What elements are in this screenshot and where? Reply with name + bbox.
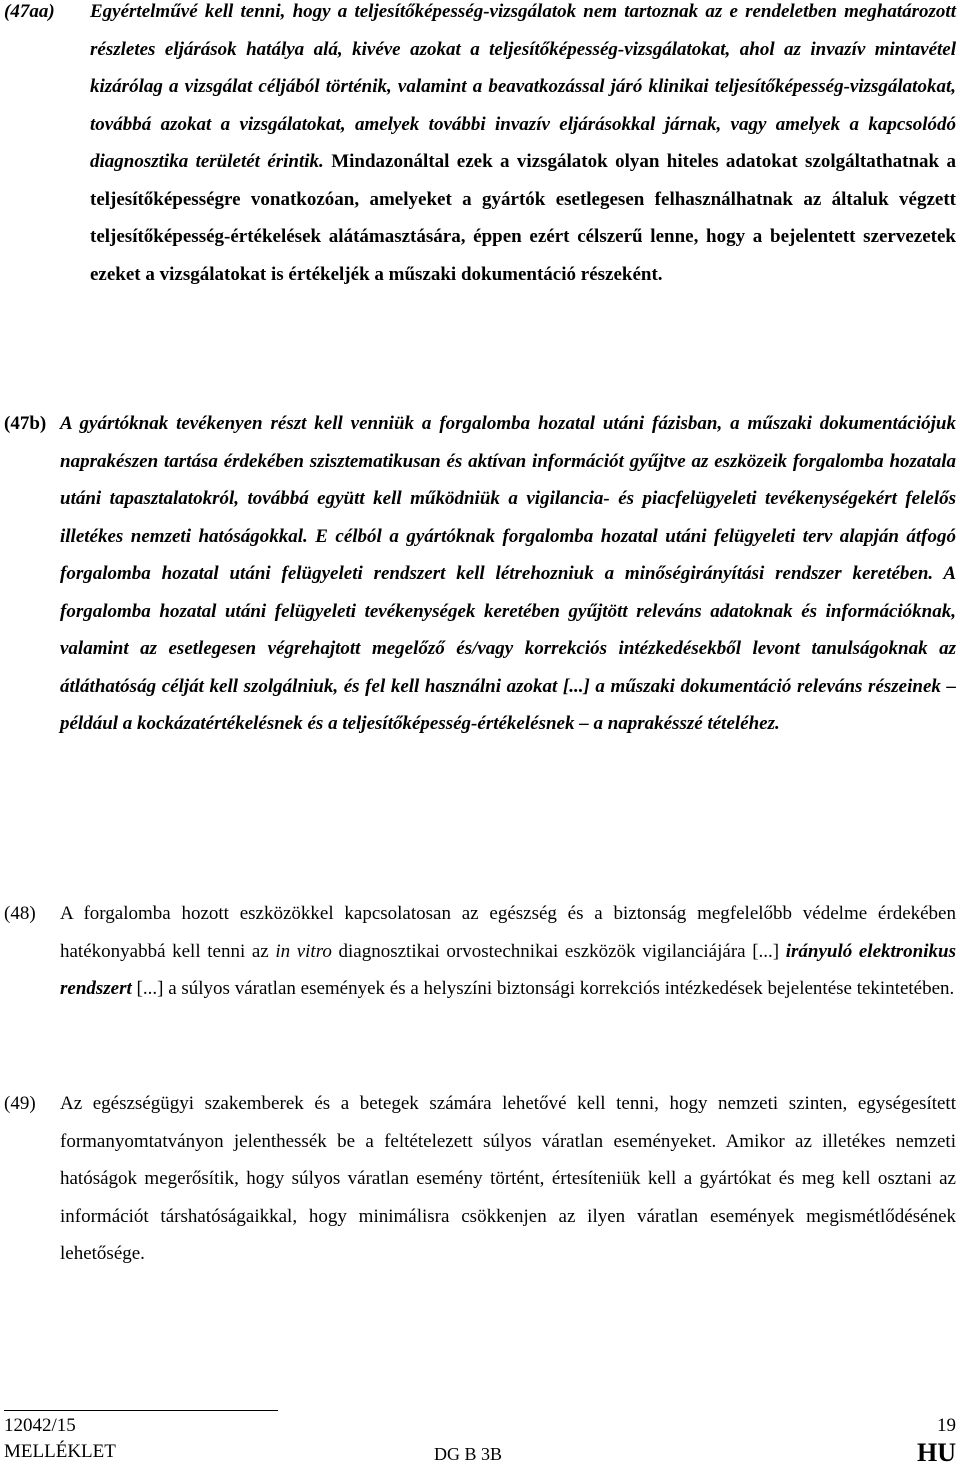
- paragraph-number: (47aa): [4, 1, 55, 22]
- footer-divider: [4, 1410, 278, 1411]
- footer-annex: MELLÉKLET: [4, 1441, 116, 1462]
- text-segment: A forgalomba hozott eszközökkel kapcsolatosan az egészség és a biztonság megfelelőbb védelme érdekében hatékonyabbá kell tenni az: [60, 903, 956, 962]
- text-segment-bold-italic: irányuló elektronikus rendszert: [60, 940, 956, 999]
- paragraph-number: (47b): [4, 413, 47, 434]
- paragraph-text: [90, 0, 956, 293]
- text-segment-italic: in vitro: [275, 940, 332, 962]
- footer-page-number: 19: [937, 1415, 956, 1436]
- paragraph-text: [60, 895, 956, 1008]
- footer-doc-number: 12042/15: [4, 1415, 76, 1436]
- paragraph-number: (48): [4, 903, 36, 924]
- footer-directorate: DG B 3B: [434, 1444, 503, 1464]
- paragraph-text: Az egészségügyi szakemberek és a betegek számára lehetővé kell tenni, hogy nemzeti szinten, egységesített formanyomtatványon jelenthessék be a feltételezett súlyos váratlan eseményeket. Amikor az illetékes nemzeti hatóságok megerősítik, hogy súlyos váratlan esemény történt, értesíteniük kell a gyártókat és meg kell osztani az információt társhatóságaikkal, hogy minimálisra csökkenjen az ilyen váratlan események megismétlődésének lehetősége.: [60, 1093, 956, 1264]
- paragraph-number: (49): [4, 1093, 36, 1114]
- paragraph-text: A gyártóknak tevékenyen részt kell venniük a forgalomba hozatal utáni fázisban, a műszaki dokumentációjuk naprakészen tartása érdekében szisztematikusan és aktívan információt gyűjtve az eszközeik forgalomba hozatala utáni tapasztalatokról, továbbá együtt kell működniük a vigilancia- és piacfelügyeleti tevékenységekért felelős illetékes nemzeti hatóságokkal. E célból a gyártóknak forgalomba hozatal utáni felügyeleti terv alapján átfogó forgalomba hozatal utáni felügyeleti rendszert kell létrehozniuk a minőségirányítási rendszer keretében. A forgalomba hozatal utáni felügyeleti tevékenységek keretében gyűjtött releváns adatoknak és információknak, valamint az esetlegesen végrehajtott megelőző és/vagy korrekciós intézkedésekből levont tanulságoknak az átláthatóság célját kell szolgálniuk, és fel kell használni azokat [...] a műszaki dokumentáció releváns részeinek – például a kockázatértékelésnek és a teljesítőképesség-értékelésnek – a naprakésszé tételéhez.: [60, 413, 956, 734]
- text-segment: [...] a súlyos váratlan események és a helyszíni biztonsági korrekciós intézkedések bejelentése tekintetében.: [131, 978, 955, 999]
- paragraph-text-bold-part: Mindazonáltal ezek a vizsgálatok olyan hiteles adatokat szolgáltathatnak a teljesítőképességre vonatkozóan, amelyeket a gyártók esetlegesen felhasználhatnak az általuk végzett teljesítőképesség-értékelések alátámasztására, éppen ezért célszerű lenne, hogy a bejelentett szervezetek ezeket a vizsgálatokat is értékeljék a műszaki dokumentáció részeként.: [90, 151, 956, 285]
- footer-language: HU: [917, 1438, 956, 1467]
- text-segment: diagnosztikai orvostechnikai eszközök vigilanciájára [...]: [331, 940, 786, 962]
- paragraph-text-italic-part: Egyértelművé kell tenni, hogy a teljesítőképesség-vizsgálatok nem tartoznak az e rendeletben meghatározott részletes eljárások hatálya alá, kivéve azokat a teljesítőképesség-vizsgálatokat, ahol az invazív mintavétel kizárólag a vizsgálat céljából történik, valamint a beavatkozással járó klinikai teljesítőképesség-vizsgálatokat, továbbá azokat a vizsgálatokat, amelyek további invazív eljárásokkal járnak, vagy amelyek a kapcsolódó diagnosztika területét érintik.: [90, 1, 956, 172]
